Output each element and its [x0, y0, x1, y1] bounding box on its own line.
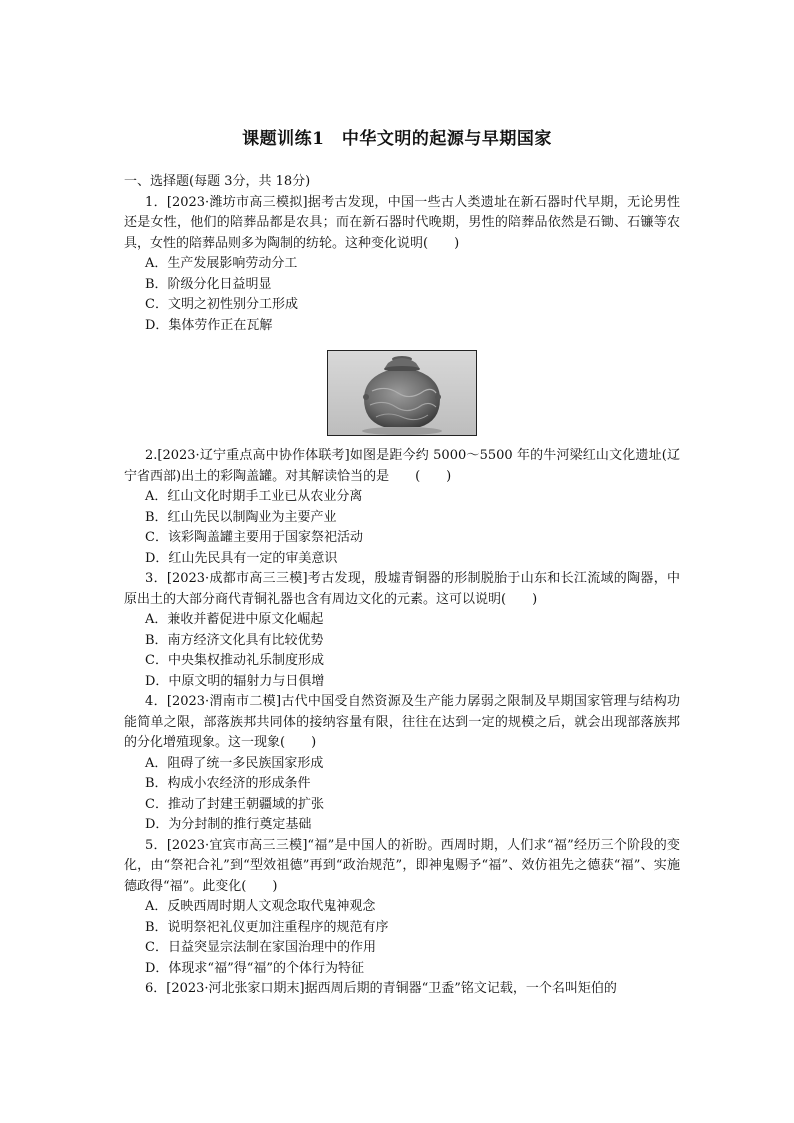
figure-container: [124, 350, 680, 436]
question-stem: 1．[2023·潍坊市高三模拟]据考古发现，中国一些古人类遗址在新石器时代早期，无论男性还是女性，他们的陪葬品都是农具；而在新石器时代晚期，男性的陪葬品依然是石锄、石镰等农具，女性的陪葬品则多为陶制的纺轮。这种变化说明( ): [124, 194, 680, 251]
question-stem: 3．[2023·成都市高三三模]考古发现，殷墟青铜器的形制脱胎于山东和长江流域的陶器，中原出土的大部分商代青铜礼器也含有周边文化的元素。这可以说明( ): [124, 571, 680, 607]
option-c: C．中央集权推动礼乐制度形成: [145, 653, 324, 668]
question-stem: 2.[2023·辽宁重点高中协作体联考]如图是距今约 5000～5500 年的牛河梁红山文化遗址(辽宁省西部)出土的彩陶盖罐。对其解读恰当的是 ( ): [124, 448, 680, 484]
option-c: C．日益突显宗法制在家国治理中的作用: [145, 940, 376, 955]
page-title: 课题训练1 中华文明的起源与早期国家: [242, 129, 552, 149]
option-c: C．推动了封建王朝疆域的扩张: [145, 796, 324, 812]
option-a: A．红山文化时期手工业已从农业分离: [145, 489, 363, 504]
question-2: [124, 446, 680, 569]
question-stem: 5．[2023·宜宾市高三三模]“福”是中国人的祈盼。西周时期，人们求“福”经历三个阶段的变化，由“祭祀合礼”到“型效祖德”再到“政治规范”，即神鬼赐予“福”、效仿祖先之德获“福”、实施德政得“福”。此变化( ): [124, 837, 680, 894]
option-d: D．体现求“福”得“福”的个体行为特征: [145, 960, 365, 976]
question-5: [124, 836, 680, 980]
option-b: B．红山先民以制陶业为主要产业: [145, 509, 337, 525]
question-1: [124, 193, 680, 337]
option-b: B．说明祭祀礼仪更加注重程序的规范有序: [145, 919, 389, 935]
option-d: D．红山先民具有一定的审美意识: [145, 550, 338, 566]
question-stem: 6．[2023·河北张家口期末]据西周后期的青铜器“卫盉”铭文记载，一个名叫矩伯的: [145, 981, 617, 996]
question-4: [124, 692, 680, 836]
option-d: D．中原文明的辐射力与日俱增: [145, 673, 325, 689]
document-body: [124, 172, 680, 1000]
question-6: [124, 979, 680, 1000]
option-a: A．阻碍了统一多民族国家形成: [145, 755, 324, 771]
question-3: [124, 569, 680, 692]
option-a: A．生产发展影响劳动分工: [145, 256, 298, 271]
option-d: D．集体劳作正在瓦解: [145, 317, 273, 333]
option-b: B．构成小农经济的形成条件: [145, 776, 311, 791]
option-a: A．反映西周时期人文观念取代鬼神观念: [145, 899, 376, 914]
option-b: B．阶级分化日益明显: [145, 276, 272, 292]
question-stem: 4．[2023·渭南市二模]古代中国受自然资源及生产能力孱弱之限制及早期国家管理与结构功能简单之限，部落族邦共同体的接纳容量有限，往往在达到一定的规模之后，就会出现部落族邦的分化增殖现象。这一现象( ): [124, 694, 680, 750]
option-b: B．南方经济文化具有比较优势: [145, 632, 324, 648]
section-heading: 一、选择题(每题 3分，共 18分): [124, 174, 311, 189]
pottery-jar-icon: [328, 351, 476, 435]
painted-pottery-jar-photo: [327, 350, 477, 436]
option-d: D．为分封制的推行奠定基础: [145, 817, 312, 832]
option-a: A．兼收并蓄促进中原文化崛起: [145, 612, 324, 627]
option-c: C．该彩陶盖罐主要用于国家祭祀活动: [145, 530, 363, 545]
option-c: C．文明之初性别分工形成: [145, 297, 298, 312]
